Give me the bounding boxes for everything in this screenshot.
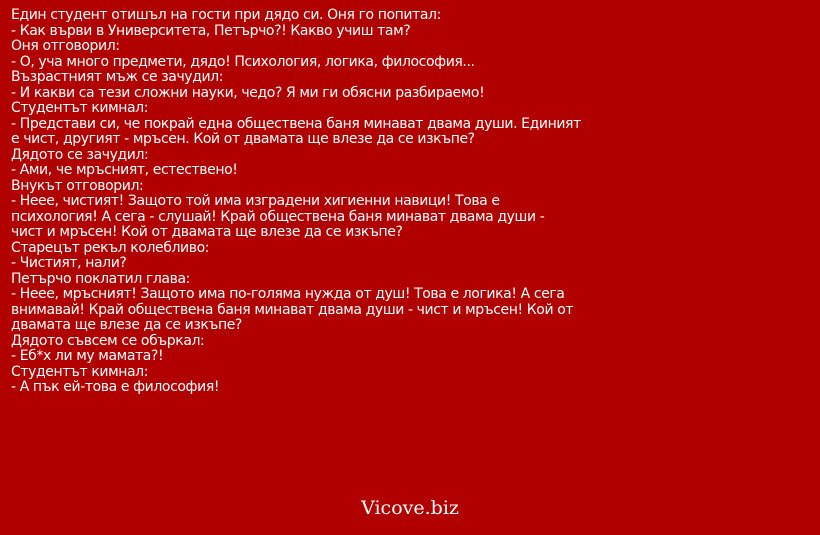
joke-line: Студентът кимнал: xyxy=(11,100,149,116)
joke-line: - И какви са тези сложни науки, чедо? Я ми ги обясни разбираемо! xyxy=(11,84,485,101)
joke-line: е чист, другият - мръсен. Кой от двамата ще влезе да се изкъпе? xyxy=(11,131,475,147)
joke-line: Оня отговорил: xyxy=(11,38,120,54)
joke-line: чист и мръсен! Кой от двамата ще влезе да се изкъпе? xyxy=(11,224,403,240)
joke-line: - Как върви в Университета, Петърчо?! Какво учиш там? xyxy=(11,22,411,39)
joke-line: - Еб*х ли му мамата?! xyxy=(11,348,164,364)
joke-line: Старецът рекъл колебливо: xyxy=(11,239,210,256)
joke-line: Един студент отишъл на гости при дядо си. Оня го попитал: xyxy=(11,7,441,23)
joke-line: - А пък ей-това е философия! xyxy=(11,379,220,395)
joke-line: - Ами, че мръсният, естествено! xyxy=(11,162,238,178)
joke-line: Студентът кимнал: xyxy=(11,363,149,380)
joke-line: - Чистият, нали? xyxy=(11,255,127,271)
joke-text xyxy=(11,8,591,396)
joke-line: психология! А сега - слушай! Край обществена баня минават двама души - xyxy=(11,208,545,225)
joke-line: - Представи си, че покрай една обществена баня минават двама души. Единият xyxy=(11,115,581,132)
joke-line: Петърчо поклатил глава: xyxy=(11,270,190,287)
joke-line: внимавай! Край обществена баня минават двама души - чист и мръсен! Кой от xyxy=(11,301,574,318)
joke-line: двамата ще влезе да се изкъпе? xyxy=(11,317,242,333)
site-brand: Vicove.biz xyxy=(361,497,459,519)
joke-line: Дядото се зачудил: xyxy=(11,146,149,163)
joke-line: Дядото съвсем се объркал: xyxy=(11,332,205,349)
joke-line: - Нееe, чистият! Защото той има изградени хигиенни навици! Това е xyxy=(11,193,500,209)
joke-line: Възрастният мъж се зачудил: xyxy=(11,69,224,85)
joke-line: - О, уча много предмети, дядо! Психология, логика, философия... xyxy=(11,53,475,70)
joke-line: Внукът отговорил: xyxy=(11,177,144,194)
joke-line: - Нееe, мръсният! Защото има по-голяма нужда от душ! Това е логика! А сега xyxy=(11,286,565,302)
